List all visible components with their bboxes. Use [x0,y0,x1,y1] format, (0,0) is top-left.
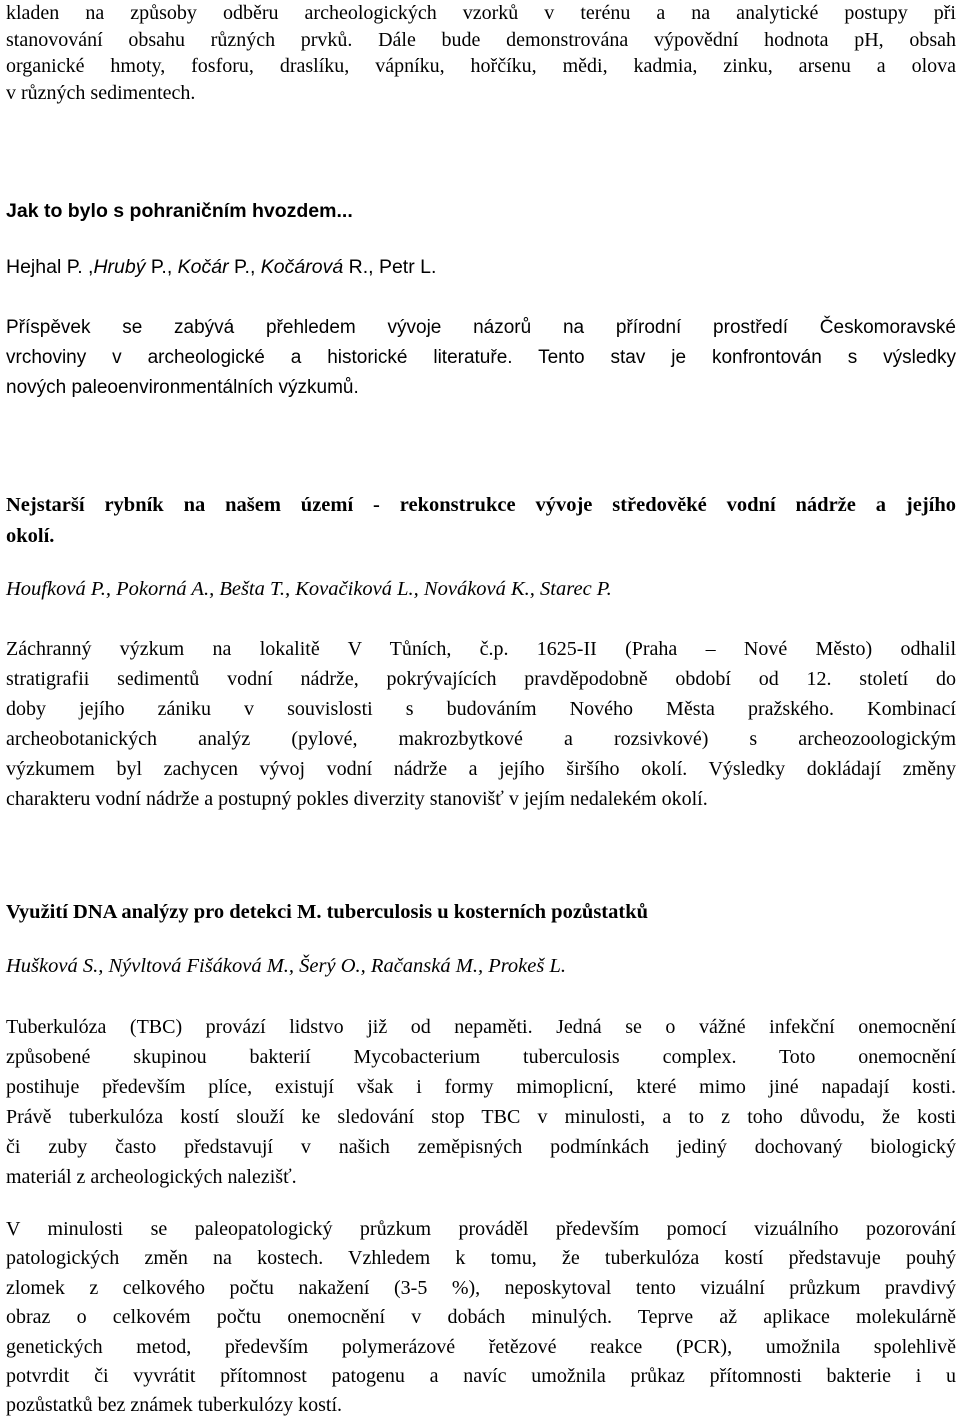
section-1-heading [6,200,956,223]
abstract-line: Příspěvek se zabývá přehledem vývoje názorů na přírodní prostředí Českomoravské [6,317,956,338]
abstract-line: výzkumem byl zachycen vývoj vodní nádrže a jejího širšího okolí. Výsledky dokládají změny [6,758,956,780]
author-initial: P., [145,256,178,278]
section-3-paragraph-2 [6,1215,956,1421]
body-line: zlomek z celkového počtu nakažení (3-5 %), neposkytoval tento vizuální průzkum pravdivý [6,1276,956,1299]
body-line: pozůstatků bez známek tuberkulózy kostí. [6,1394,343,1417]
body-line: Tuberkulóza (TBC) provází lidstvo již od nepaměti. Jedná se o vážné infekční onemocnění [6,1016,956,1038]
intro-line: stanovování obsahu různých prvků. Dále bude demonstrována výpovědní hodnota pH, obsah [6,28,956,51]
intro-paragraph [6,0,956,107]
section-1-title: Jak to bylo s pohraničním hvozdem... [6,200,353,222]
section-1-abstract [6,313,956,403]
author: Kočárová [260,256,344,278]
author: Hejhal P. [6,256,83,278]
author-list: Houfková P., Pokorná A., Bešta T., Kovačiková L., Nováková K., Starec P. [6,578,612,600]
section-1-authors [6,256,956,279]
author-separator: , [82,256,94,278]
section-3-authors [6,955,956,978]
section-3-title: Využití DNA analýzy pro detekci M. tuberculosis u kosterních pozůstatků [6,901,649,923]
section-2-heading [6,490,956,552]
body-line: genetických metod, především polymerázové řetězové reakce (PCR), umožnila spolehlivě [6,1335,956,1358]
body-line: materiál z archeologických nalezišť. [6,1166,297,1188]
abstract-line: nových paleoenvironmentálních výzkumů. [6,377,359,398]
abstract-line: Záchranný výzkum na lokalitě V Tůních, č.p. 1625-II (Praha – Nové Město) odhalil [6,638,956,660]
section-2-abstract [6,634,956,814]
abstract-line: stratigrafii sedimentů vodní nádrže, pokrývajících pravděpodobně období od 12. století do [6,668,956,690]
body-line: patologických změn na kostech. Vzhledem k tomu, že tuberkulóza kostí představuje pouhý [6,1247,956,1270]
body-line: postihuje především plíce, existují však i formy mimoplicní, které mimo jiné napadají kosti. [6,1076,956,1098]
abstract-line: archeobotanických analýz (pylové, makrozbytkové a rozsivkové) s archeozoologickým [6,728,956,750]
author-list: Hušková S., Nývltová Fišáková M., Šerý O., Račanská M., Prokeš L. [6,955,567,977]
abstract-line: charakteru vodní nádrže a postupný pokles diverzity stanovišť v jejím nedalekém okolí. [6,788,708,810]
intro-line: organické hmoty, fosforu, draslíku, vápníku, hořčíku, mědi, kadmia, zinku, arsenu a olova [6,55,956,78]
body-line: V minulosti se paleopatologický průzkum prováděl především pomocí vizuálního pozorování [6,1218,956,1240]
body-line: či zuby často představují v našich zeměpisných podmínkách jediný dochovaný biologický [6,1136,956,1158]
author: Hrubý [93,256,146,278]
section-2-title-line: Nejstarší rybník na našem území - rekonstrukce vývoje středověké vodní nádrže a jejího [6,494,956,516]
body-line: obraz o celkovém počtu onemocnění v dobách minulých. Teprve až aplikace molekulárně [6,1306,956,1329]
section-2-authors [6,578,956,601]
intro-line: kladen na způsoby odběru archeologických vzorků v terénu a na analytické postupy při [6,2,956,24]
body-line: potvrdit či vyvrátit přítomnost patogenu a navíc umožnila průkaz přítomnosti bakterie i u [6,1365,956,1388]
body-line: Právě tuberkulóza kostí slouží ke sledování stop TBC v minulosti, a to z toho důvodu, že kosti [6,1106,956,1128]
author-initial: R., Petr L. [343,256,437,278]
author: Kočár [177,256,229,278]
section-2-title-line: okolí. [6,525,55,547]
section-3-heading [6,897,956,928]
abstract-line: vrchoviny v archeologické a historické literatuře. Tento stav je konfrontován s výsledky [6,347,956,368]
body-line: způsobené skupinou bakterií Mycobacterium tuberculosis complex. Toto onemocnění [6,1046,956,1068]
intro-line: v různých sedimentech. [6,82,196,105]
section-3-paragraph-1 [6,1012,956,1192]
author-initial: P., [228,256,261,278]
abstract-line: doby jejího zániku v souvislosti s budováním Nového Města pražského. Kombinací [6,698,956,720]
